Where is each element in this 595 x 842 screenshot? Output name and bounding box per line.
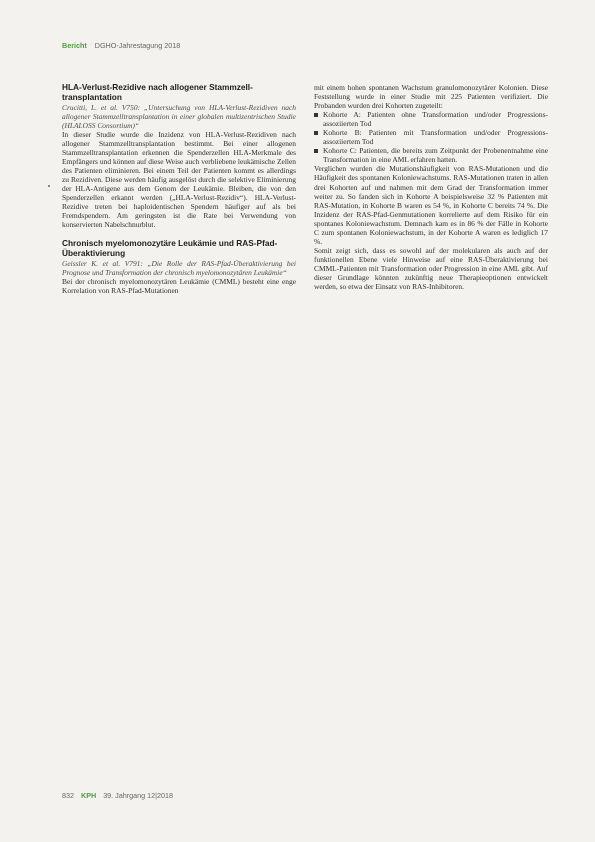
header-title: DGHO-Jahrestagung 2018	[94, 41, 181, 50]
right-column	[314, 83, 548, 291]
paragraph-conclusion: Somit zeigt sich, dass es sowohl auf der molekularen als auch auf der funktionellen Ebene viele Hinweise auf eine RAS-Überaktivierung bei CMML-Patienten mit Transformation oder Progression in eine AML gibt. Auf dieser Grundlage könnten zukünftig neue Therapieoptionen entwickelt werden, so etwa der Einsatz von RAS-Inhibitoren.	[314, 245, 548, 292]
journal-issue: 39. Jahrgang 12|2018	[103, 791, 173, 800]
list-item: Kohorte C: Patienten, die bereits zum Zeitpunkt der Probenentnahme eine Transformation in eine AML erfahren hatten.	[314, 146, 548, 164]
cohort-list	[314, 110, 548, 164]
journal-brand: KPH	[81, 791, 97, 800]
list-item: Kohorte B: Patienten mit Transformation und/oder Progressions-assoziiertem Tod	[314, 128, 548, 146]
paragraph-results: Verglichen wurden die Mutationshäufigkeit von RAS-Mutationen und die Häufigkeit des spontanen Koloniewachstums. RAS-Mutationen traten in allen drei Kohorten auf und nahmen mit dem Grad der Transformation immer weiter zu. So fanden sich in Kohorte A beispielsweise 32 % Patienten mit RAS-Mutation, in Kohorte B waren es 54 %, in Kohorte C bereits 74 %. Die Inzidenz der RAS-Pfad-Genmutationen korrelierte auf dem Risiko für ein spontanes Koloniewachstum. Demnach kam es in 86 % der Fälle in Kohorte C zum spontanen Koloniewachstum, in der Kohorte A waren es lediglich 17 %.	[314, 164, 548, 246]
running-header	[62, 41, 180, 50]
page-number: 832	[62, 791, 74, 800]
citation-crucitti: Crucitti, L. et al. V750: „Untersuchung von HLA-Verlust-Rezidiven nach allogener Stammzelltransplantation in einer globalen multizentrischen Studie (HLALOSS Consortium)“	[62, 102, 296, 130]
heading-cmml: Chronisch myelomonozytäre Leukämie und RAS-Pfad-Überaktivierung	[62, 238, 278, 259]
citation-geissler: Geissler K. et al. V791: „Die Rolle der RAS-Pfad-Überaktivierung bei Prognose und Transformation der chronisch myelomonozytären Leukämie“	[62, 259, 296, 278]
list-item: Kohorte A: Patienten ohne Transformation und/oder Progressions-assoziierten Tod	[314, 110, 548, 128]
paragraph-cohorts-intro: mit einem hohen spontanen Wachstum granulomonozytärer Kolonien. Diese Feststellung wurde in einer Studie mit 225 Patienten verifiziert. Die Probanden wurden drei Kohorten zugeteilt:	[314, 83, 548, 111]
margin-mark	[48, 185, 50, 187]
paragraph-hla: In dieser Studie wurde die Inzidenz von HLA-Verlust-Rezidiven nach allogener Stammzelltransplantation bestimmt. Bei einer allogenen Stammzelltransplantation erkennen die Spenderzellen HLA-Merkmale des Empfängers und können auf diese Weise auch verbliebene leukämische Zellen des Patienten eliminieren. Bei einem Teil der Patienten kommt es allerdings zu Rezidiven. Diese werden häufig ausgelöst durch die selektive Eliminierung der HLA-Antigene aus dem Genom der Leukämie. Bleiben, die von den Spenderzellen erkannt werden („HLA-Verlust-Rezidiv“). HLA-Verlust-Rezidive treten bei haploidentischen Spendern häufiger auf als bei Fremdspendern. Am geringsten ist die Rate bei Verwendung von konservierten Nabelschnurblut.	[62, 129, 296, 230]
heading-hla-relapse: HLA-Verlust-Rezidive nach allogener Stammzell-transplantation	[62, 82, 253, 102]
left-column	[62, 83, 296, 295]
page-footer	[62, 791, 173, 800]
section-label: Bericht	[62, 41, 87, 50]
paragraph-cmml-intro: Bei der chronisch myelomonozytären Leukämie (CMML) besteht eine enge Korrelation von RAS-Pfad-Mutationen	[62, 277, 296, 296]
